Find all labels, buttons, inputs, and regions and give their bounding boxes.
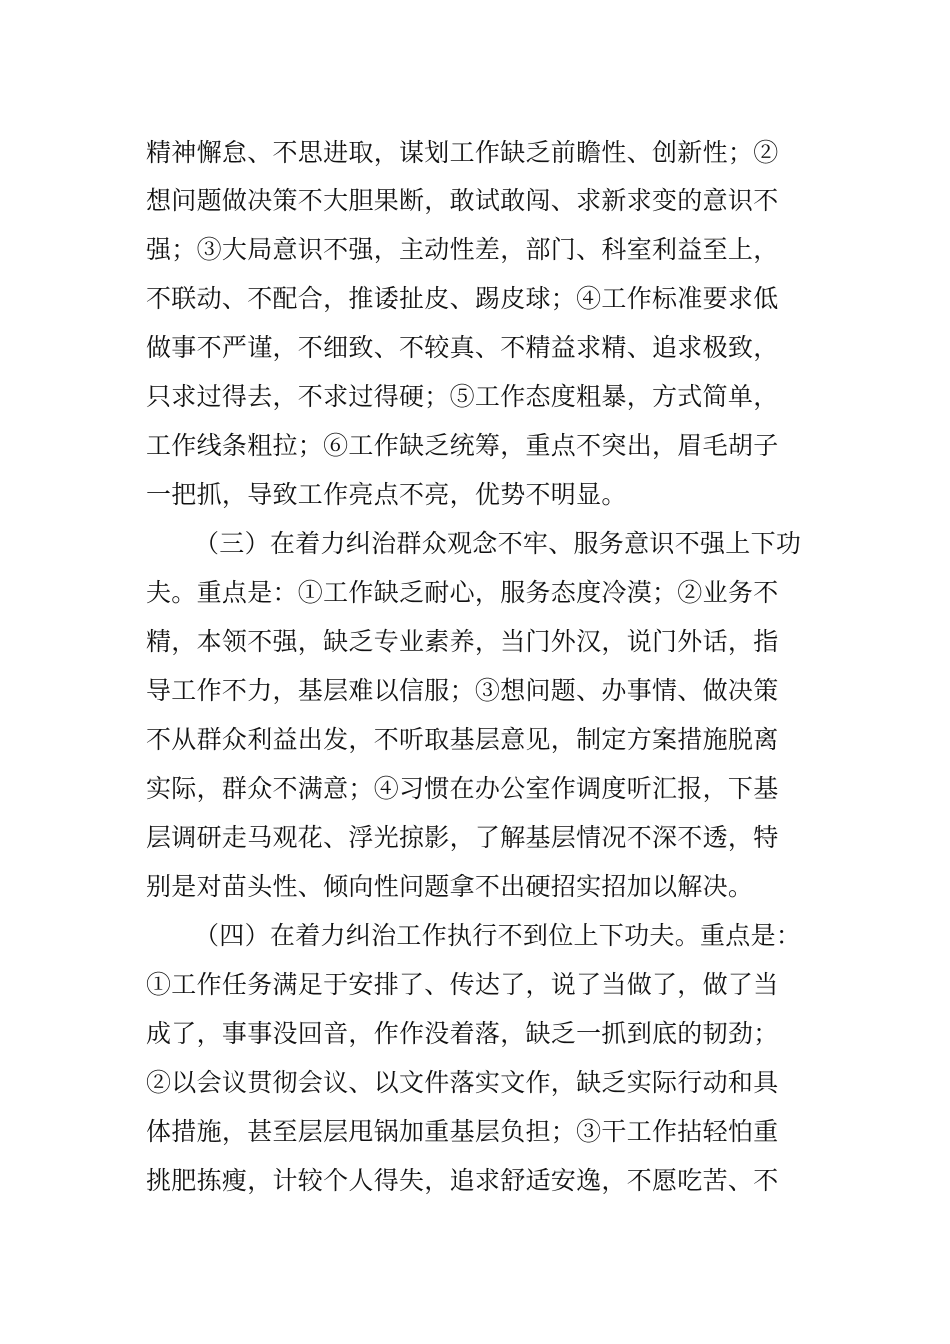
text-line: 强；③大局意识不强，主动性差，部门、科室利益至上， xyxy=(146,235,779,264)
text-line: 不从群众利益出发，不听取基层意见，制定方案措施脱离 xyxy=(146,725,779,754)
text-line: 做事不严谨，不细致、不较真、不精益求精、追求极致， xyxy=(146,333,779,362)
text-line: 想问题做决策不大胆果断，敢试敢闯、求新求变的意识不 xyxy=(146,186,779,215)
text-line: 成了，事事没回音，作作没着落，缺乏一抓到底的韧劲； xyxy=(146,1019,779,1048)
text-line: ①工作任务满足于安排了、传达了，说了当做了，做了当 xyxy=(146,970,779,999)
text-line: 精神懈怠、不思进取，谋划工作缺乏前瞻性、创新性；② xyxy=(146,138,779,167)
text-line: 挑肥拣瘦，计较个人得失，追求舒适安逸，不愿吃苦、不 xyxy=(146,1166,779,1195)
section-three-heading-line: （三）在着力纠治群众观念不牢、服务意识不强上下功 xyxy=(194,529,802,558)
text-line: 工作线条粗拉；⑥工作缺乏统筹，重点不突出，眉毛胡子 xyxy=(146,431,779,460)
text-line: 不联动、不配合，推诿扯皮、踢皮球；④工作标准要求低 xyxy=(146,284,779,313)
text-line: 只求过得去，不求过得硬；⑤工作态度粗暴，方式简单， xyxy=(146,382,779,411)
text-line: 实际，群众不满意；④习惯在办公室作调度听汇报，下基 xyxy=(146,774,779,803)
text-line: ②以会议贯彻会议、以文件落实文作，缺乏实际行动和具 xyxy=(146,1068,779,1097)
text-line: 夫。重点是：①工作缺乏耐心，服务态度冷漠；②业务不 xyxy=(146,578,779,607)
section-four-heading-line: （四）在着力纠治工作执行不到位上下功夫。重点是： xyxy=(194,921,802,950)
text-line: 别是对苗头性、倾向性问题拿不出硬招实招加以解决。 xyxy=(146,872,754,901)
text-line: 导工作不力，基层难以信服；③想问题、办事情、做决策 xyxy=(146,676,779,705)
text-line: 体措施，甚至层层甩锅加重基层负担；③干工作拈轻怕重 xyxy=(146,1117,779,1146)
text-line: 层调研走马观花、浮光掠影，了解基层情况不深不透，特 xyxy=(146,823,779,852)
text-line: 一把抓，导致工作亮点不亮，优势不明显。 xyxy=(146,480,627,509)
text-line: 精，本领不强，缺乏专业素养，当门外汉，说门外话，指 xyxy=(146,627,779,656)
